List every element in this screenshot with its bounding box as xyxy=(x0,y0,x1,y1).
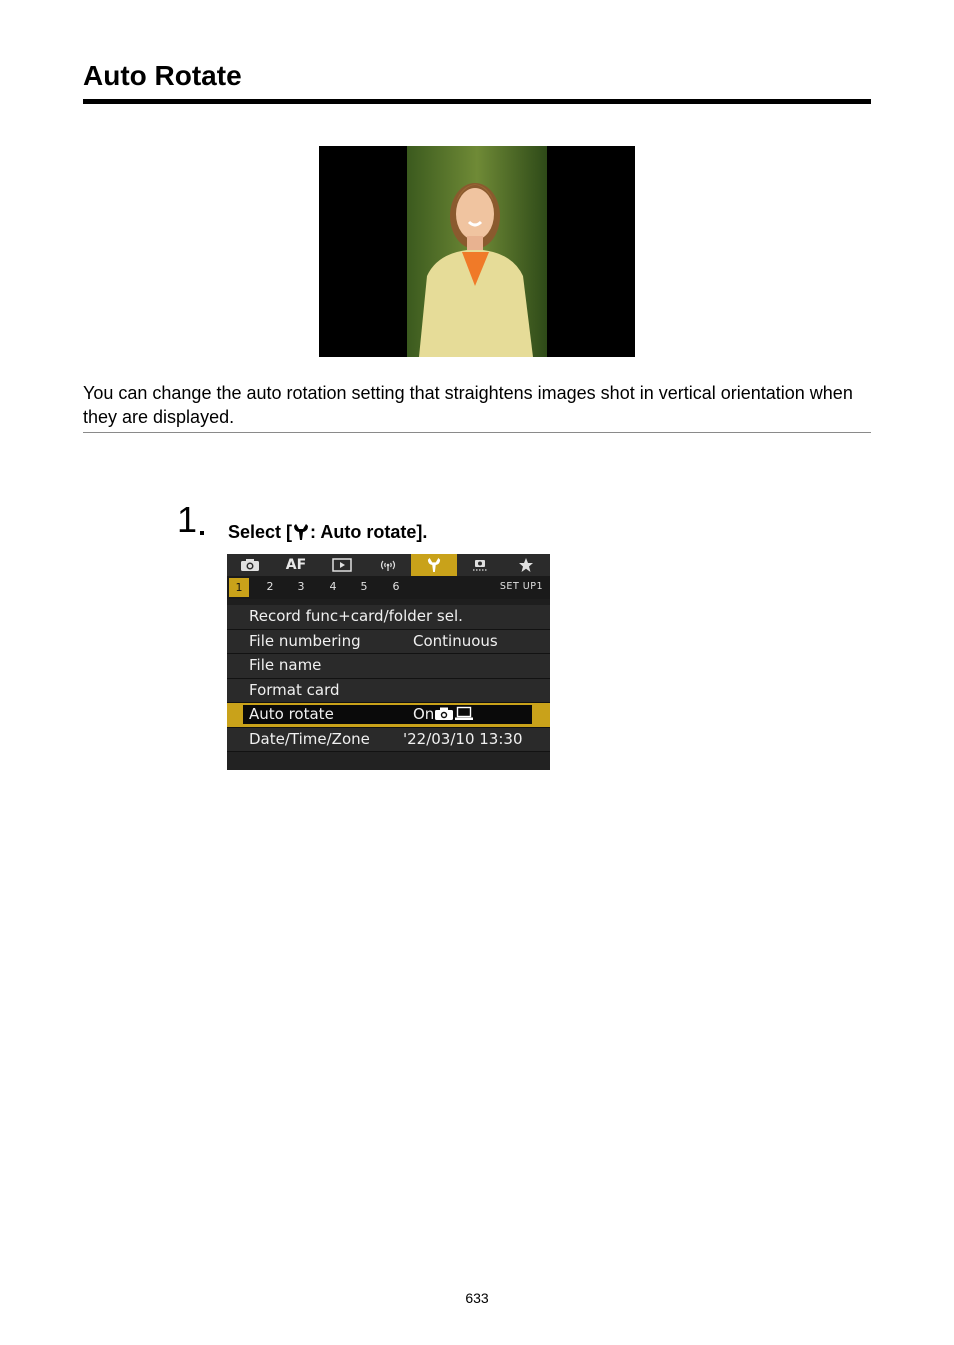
step-number: 1 xyxy=(177,499,198,540)
playback-icon xyxy=(332,558,352,572)
camera-icon xyxy=(434,706,454,721)
subtab-3[interactable]: 3 xyxy=(297,580,305,593)
menu-item[interactable] xyxy=(227,654,550,679)
camera-icon xyxy=(240,558,260,572)
sample-photo xyxy=(319,146,635,357)
menu-item-label: Date/Time/Zone xyxy=(249,729,370,748)
menu-item-label: Format card xyxy=(249,680,340,699)
menu-item-selected[interactable] xyxy=(227,703,550,728)
custom-function-icon xyxy=(471,558,489,572)
menu-item-value: Continuous xyxy=(413,631,498,650)
title-divider xyxy=(83,99,871,104)
menu-empty-row xyxy=(227,752,550,770)
tab-shooting[interactable] xyxy=(227,554,273,576)
subtab-2[interactable]: 2 xyxy=(266,580,274,593)
tab-af[interactable] xyxy=(273,554,319,576)
tab-my-menu[interactable] xyxy=(503,554,549,576)
step-text-after: : Auto rotate]. xyxy=(310,522,428,542)
wireless-icon xyxy=(378,558,398,572)
tab-playback[interactable] xyxy=(319,554,365,576)
menu-item-list xyxy=(227,605,550,770)
subtab-name: SET UP1 xyxy=(499,581,543,592)
menu-item-value: '22/03/10 13:30 xyxy=(403,729,523,748)
star-icon xyxy=(518,557,534,573)
menu-item-label: File name xyxy=(249,656,322,674)
subtab-6[interactable]: 6 xyxy=(392,580,400,593)
subtab-1[interactable]: 1 xyxy=(229,578,249,597)
page-title: Auto Rotate xyxy=(83,60,242,91)
auto-rotate-value: On xyxy=(413,705,435,723)
menu-tab-bar xyxy=(227,554,550,576)
wrench-icon xyxy=(293,523,309,541)
menu-item[interactable] xyxy=(227,679,550,704)
menu-item[interactable] xyxy=(227,630,550,655)
camera-menu-screenshot xyxy=(227,554,550,770)
menu-item[interactable] xyxy=(227,728,550,753)
step-dot xyxy=(200,531,204,535)
menu-subtab-bar xyxy=(227,576,550,599)
menu-item-label: Record func+card/folder sel. xyxy=(249,607,463,625)
portrait-image xyxy=(319,146,635,357)
menu-item-label: File numbering xyxy=(249,631,361,650)
menu-item-value xyxy=(413,705,474,725)
wrench-icon xyxy=(427,557,441,573)
tab-wireless[interactable] xyxy=(365,554,411,576)
intro-divider xyxy=(83,432,871,433)
page-number: 633 xyxy=(465,1290,489,1306)
step-instruction xyxy=(228,521,427,543)
subtab-5[interactable]: 5 xyxy=(360,580,368,593)
step-text-before: Select [ xyxy=(228,522,293,542)
menu-item[interactable] xyxy=(227,605,550,630)
intro-paragraph: You can change the auto rotation setting that straightens images shot in vertical orientation when they are displayed. xyxy=(83,383,853,427)
tab-setup[interactable] xyxy=(411,554,457,576)
tab-af-label: AF xyxy=(285,557,307,573)
subtab-4[interactable]: 4 xyxy=(329,580,337,593)
menu-item-label: Auto rotate xyxy=(249,705,334,723)
computer-icon xyxy=(454,706,474,721)
value-icons xyxy=(434,706,474,725)
tab-custom-functions[interactable] xyxy=(457,554,503,576)
